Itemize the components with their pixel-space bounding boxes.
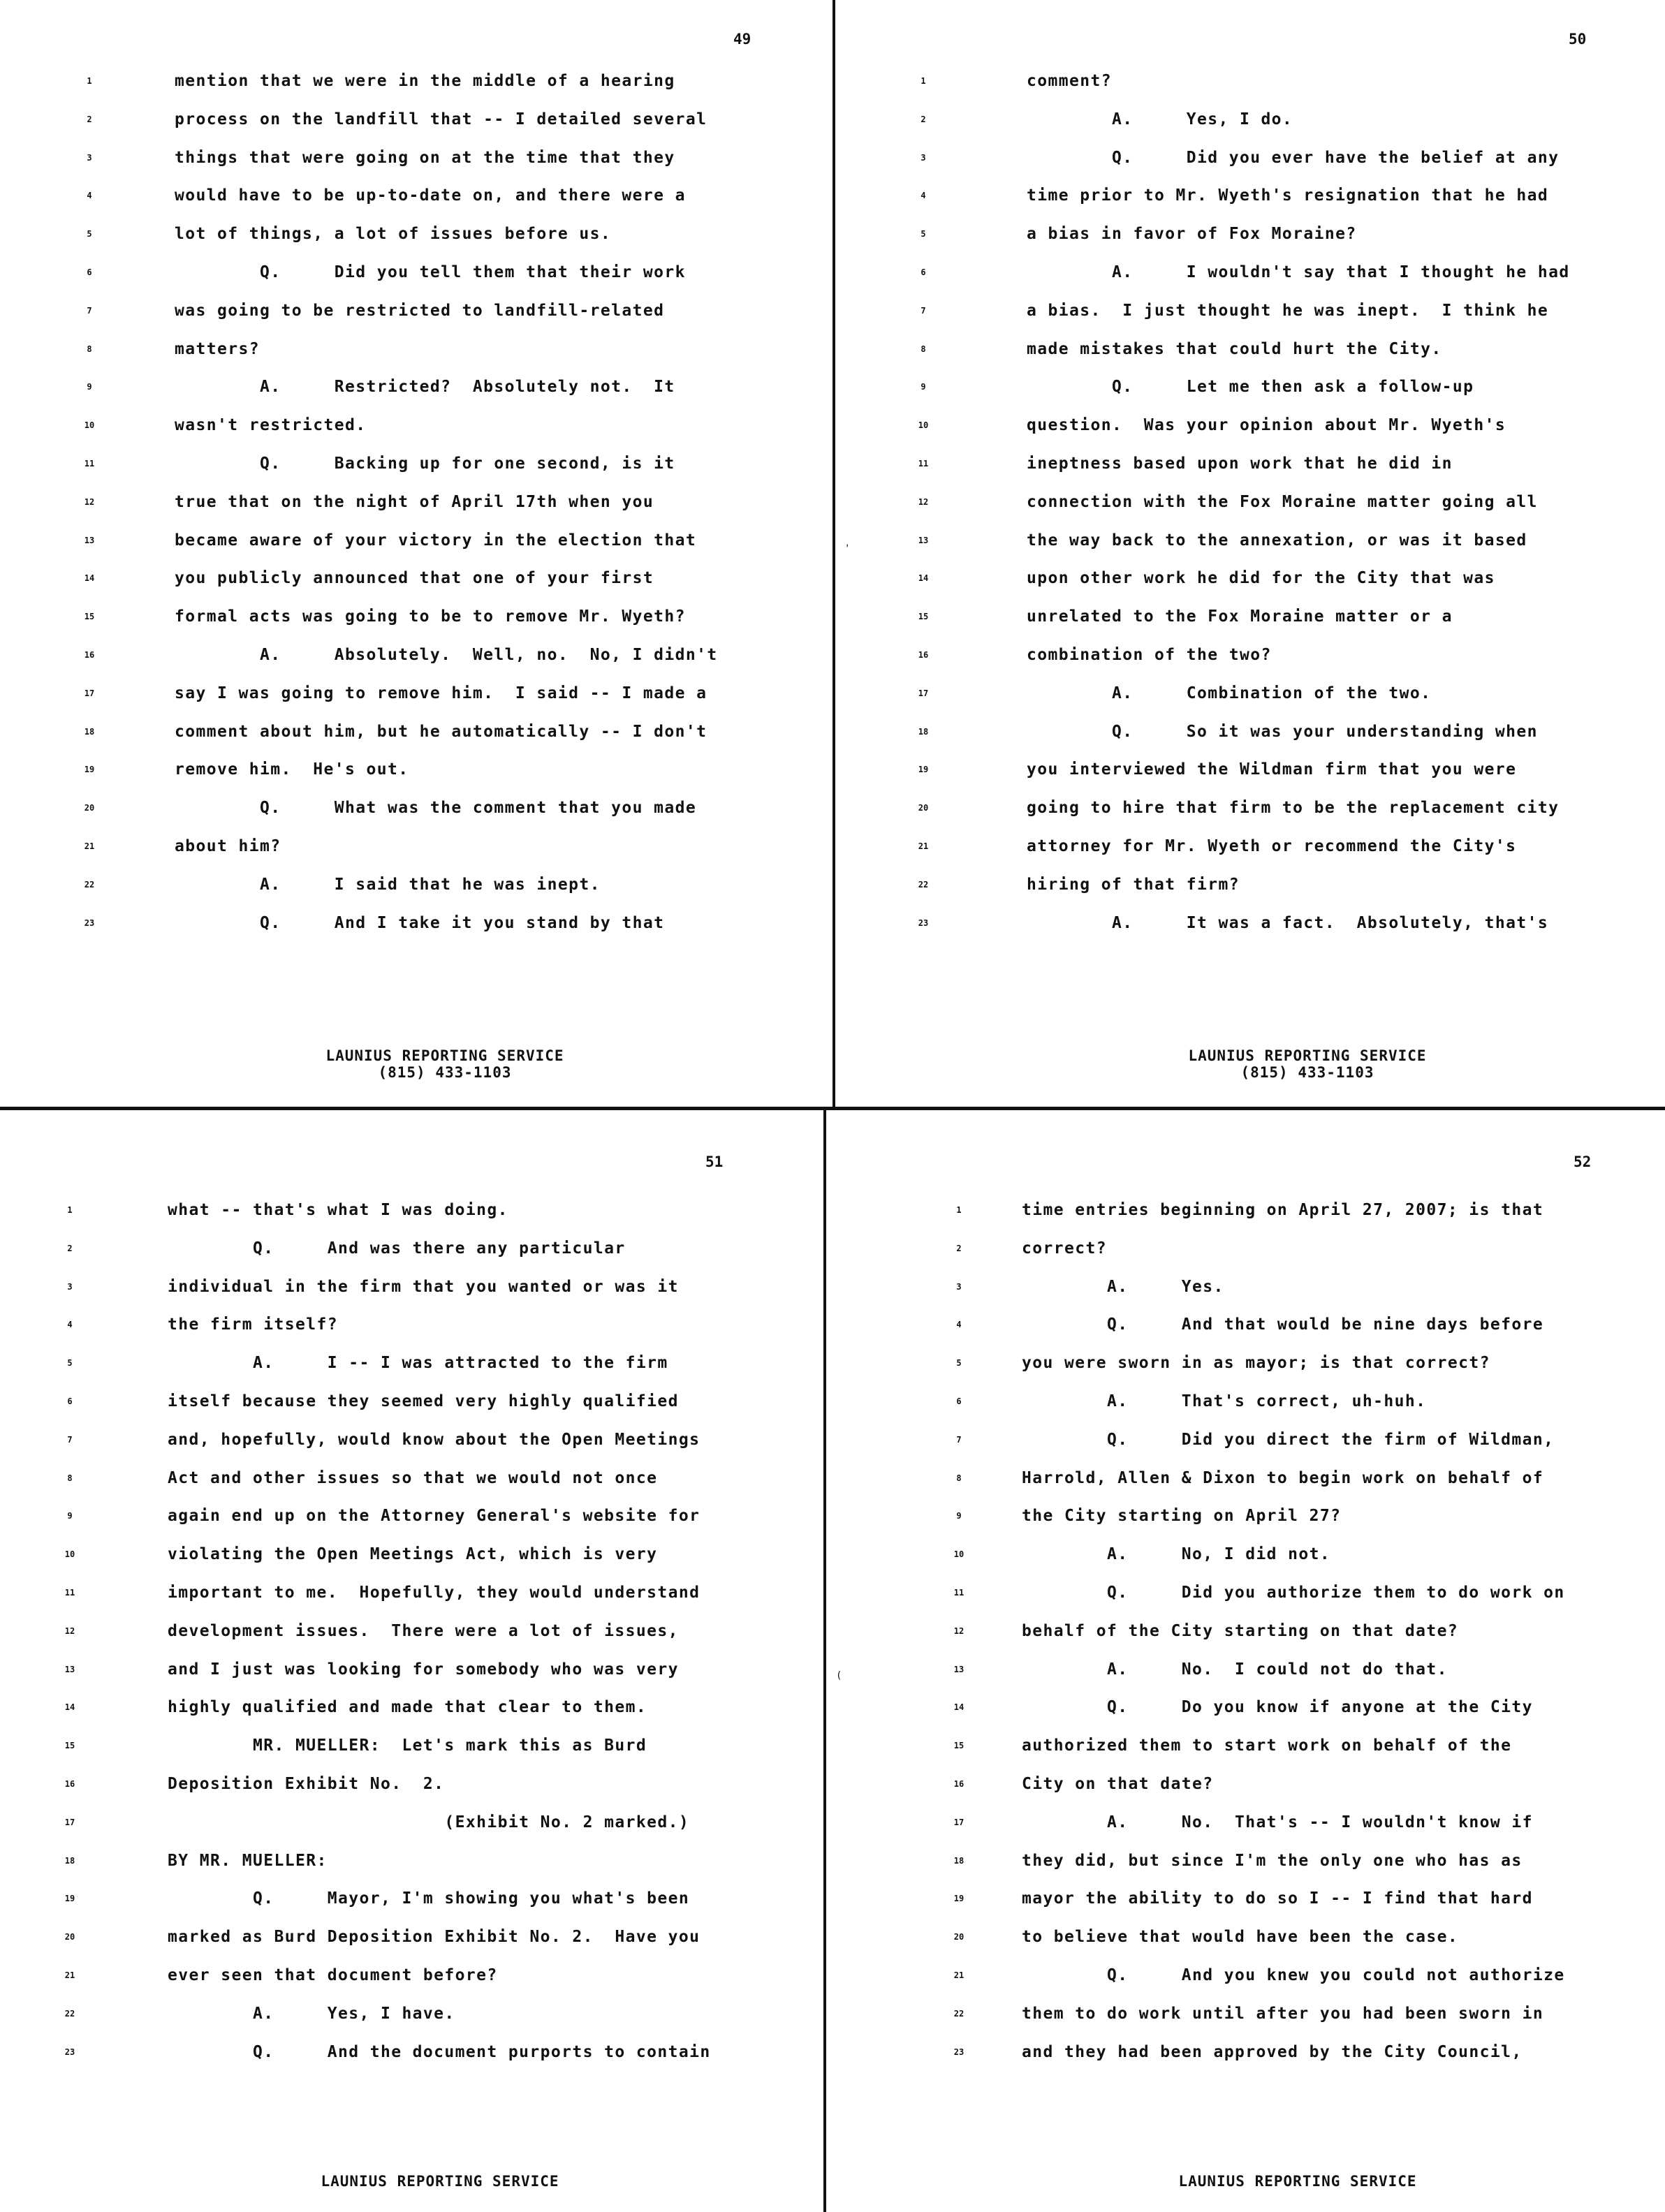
footer-line: LAUNIUS REPORTING SERVICE xyxy=(1188,1047,1427,1064)
line-number: 21 xyxy=(84,841,95,851)
line-number: 7 xyxy=(67,1434,73,1445)
transcript-line: Q. Backing up for one second, is it xyxy=(175,455,675,473)
transcript-line: and, hopefully, would know about the Open Meetings xyxy=(168,1430,701,1449)
line-number: 5 xyxy=(67,1358,73,1369)
transcript-line: important to me. Hopefully, they would understand xyxy=(168,1584,701,1602)
line-number: 12 xyxy=(918,496,929,507)
transcript-line: formal acts was going to be to remove Mr. Wyeth? xyxy=(175,607,686,626)
line-number: 10 xyxy=(953,1549,964,1560)
transcript-line: MR. MUELLER: Let's mark this as Burd xyxy=(168,1737,647,1755)
transcript-page xyxy=(0,0,831,1107)
line-number: 4 xyxy=(956,1320,962,1330)
transcript-line: Q. So it was your understanding when xyxy=(1027,722,1538,741)
footer-line: LAUNIUS REPORTING SERVICE xyxy=(325,1047,564,1064)
line-number: 19 xyxy=(953,1894,964,1904)
transcript-line: made mistakes that could hurt the City. xyxy=(1027,339,1442,358)
line-number: 14 xyxy=(953,1702,964,1713)
line-number: 19 xyxy=(84,765,95,775)
line-number: 12 xyxy=(953,1625,964,1636)
transcript-line: highly qualified and made that clear to them. xyxy=(168,1698,647,1717)
line-number: 3 xyxy=(67,1281,73,1292)
transcript-line: Q. And that would be nine days before xyxy=(1022,1315,1544,1334)
transcript-line: comment about him, but he automatically -- I don't xyxy=(175,722,707,741)
line-number: 9 xyxy=(956,1511,962,1521)
transcript-line: A. Yes, I do. xyxy=(1027,110,1293,128)
line-number: 22 xyxy=(84,879,95,890)
transcript-line: behalf of the City starting on that date? xyxy=(1022,1621,1459,1640)
line-number: 18 xyxy=(918,726,929,737)
transcript-line: the City starting on April 27? xyxy=(1022,1507,1342,1526)
line-number: 23 xyxy=(953,2047,964,2057)
line-number: 1 xyxy=(67,1205,73,1215)
transcript-line: you publicly announced that one of your first xyxy=(175,569,654,588)
line-number: 2 xyxy=(956,1243,962,1253)
transcript-line: A. Absolutely. Well, no. No, I didn't xyxy=(175,646,718,664)
line-number: 4 xyxy=(87,191,92,201)
transcript-line: correct? xyxy=(1022,1239,1107,1258)
line-number: 9 xyxy=(67,1511,73,1521)
transcript-line: (Exhibit No. 2 marked.) xyxy=(168,1813,690,1831)
transcript-line: would have to be up-to-date on, and there were a xyxy=(175,186,686,205)
transcript-line: unrelated to the Fox Moraine matter or a xyxy=(1027,607,1453,626)
transcript-line: going to hire that firm to be the replacement city xyxy=(1027,799,1560,818)
transcript-line: Q. Mayor, I'm showing you what's been xyxy=(168,1889,690,1908)
line-number: 6 xyxy=(956,1396,962,1406)
line-number: 9 xyxy=(87,382,92,392)
transcript-line: A. Restricted? Absolutely not. It xyxy=(175,378,675,397)
page-number: 49 xyxy=(733,31,751,47)
transcript-line: A. That's correct, uh-huh. xyxy=(1022,1392,1427,1410)
line-number: 13 xyxy=(918,535,929,545)
line-number: 15 xyxy=(953,1741,964,1751)
line-number: 17 xyxy=(84,688,95,698)
transcript-line: question. Was your opinion about Mr. Wyeth's xyxy=(1027,416,1506,435)
line-number: 5 xyxy=(87,229,92,239)
page-number: 51 xyxy=(705,1153,724,1170)
footer-line: (815) 433-1103 xyxy=(378,1064,512,1081)
line-number: 22 xyxy=(918,879,929,890)
line-number: 10 xyxy=(64,1549,75,1560)
transcript-line: itself because they seemed very highly qualified xyxy=(168,1392,679,1410)
transcript-line: violating the Open Meetings Act, which is very xyxy=(168,1545,658,1564)
transcript-line: City on that date? xyxy=(1022,1775,1214,1793)
page-footer xyxy=(305,1047,585,1081)
line-number: 16 xyxy=(918,650,929,660)
transcript-line: A. I -- I was attracted to the firm xyxy=(168,1354,668,1373)
transcript-line: and they had been approved by the City Council, xyxy=(1022,2042,1523,2061)
transcript-line: A. I said that he was inept. xyxy=(175,875,601,894)
line-number: 20 xyxy=(953,1932,964,1942)
line-number: 12 xyxy=(84,496,95,507)
line-number: 12 xyxy=(64,1625,75,1636)
line-number: 10 xyxy=(918,420,929,431)
line-number: 15 xyxy=(84,612,95,622)
transcript-line: mention that we were in the middle of a hearing xyxy=(175,72,675,90)
line-number: 3 xyxy=(920,152,926,163)
line-number: 8 xyxy=(87,344,92,354)
transcript-line: upon other work he did for the City that was xyxy=(1027,569,1495,588)
line-number: 16 xyxy=(64,1779,75,1789)
transcript-line: attorney for Mr. Wyeth or recommend the City's xyxy=(1027,837,1517,855)
line-number: 14 xyxy=(64,1702,75,1713)
transcript-line: Q. Let me then ask a follow-up xyxy=(1027,378,1474,397)
transcript-line: A. Yes, I have. xyxy=(168,2004,455,2023)
transcript-line: and I just was looking for somebody who was very xyxy=(168,1660,679,1679)
line-number: 15 xyxy=(918,612,929,622)
transcript-line: A. Combination of the two. xyxy=(1027,684,1432,702)
transcript-line: you were sworn in as mayor; is that correct? xyxy=(1022,1354,1490,1373)
transcript-line: Deposition Exhibit No. 2. xyxy=(168,1775,445,1793)
transcript-line: process on the landfill that -- I detailed several xyxy=(175,110,707,128)
transcript-line: Q. And you knew you could not authorize xyxy=(1022,1966,1565,1984)
transcript-line: Q. Did you tell them that their work xyxy=(175,263,686,281)
line-number: 8 xyxy=(956,1473,962,1483)
line-number: 1 xyxy=(87,76,92,86)
transcript-line: mayor the ability to do so I -- I find that hard xyxy=(1022,1889,1533,1908)
line-number: 1 xyxy=(920,76,926,86)
line-number: 3 xyxy=(87,152,92,163)
transcript-line: individual in the firm that you wanted or was it xyxy=(168,1277,679,1296)
transcript-line: A. Yes. xyxy=(1022,1277,1224,1296)
page-number: 50 xyxy=(1569,31,1587,47)
line-number: 17 xyxy=(64,1817,75,1827)
line-number: 6 xyxy=(87,267,92,277)
footer-line: (815) 433-1103 xyxy=(1240,1064,1374,1081)
transcript-line: hiring of that firm? xyxy=(1027,875,1240,894)
transcript-line: BY MR. MUELLER: xyxy=(168,1851,328,1870)
transcript-line: Act and other issues so that we would not once xyxy=(168,1468,658,1487)
page-number: 52 xyxy=(1574,1153,1592,1170)
line-number: 16 xyxy=(953,1779,964,1789)
transcript-line: remove him. He's out. xyxy=(175,760,409,779)
line-number: 20 xyxy=(918,803,929,813)
line-number: 11 xyxy=(953,1588,964,1598)
line-number: 22 xyxy=(64,2008,75,2019)
transcript-line: a bias in favor of Fox Moraine? xyxy=(1027,225,1357,244)
transcript-line: them to do work until after you had been sworn in xyxy=(1022,2004,1544,2023)
line-number: 21 xyxy=(64,1970,75,1980)
transcript-line: Harrold, Allen & Dixon to begin work on behalf of xyxy=(1022,1468,1544,1487)
transcript-line: A. No. That's -- I wouldn't know if xyxy=(1022,1813,1533,1831)
transcript-line: they did, but since I'm the only one who has as xyxy=(1022,1851,1523,1870)
line-number: 2 xyxy=(67,1243,73,1253)
transcript-line: ever seen that document before? xyxy=(168,1966,498,1984)
line-number: 23 xyxy=(64,2047,75,2057)
transcript-line: lot of things, a lot of issues before us. xyxy=(175,225,612,244)
transcript-page xyxy=(0,1110,831,2212)
line-number: 9 xyxy=(920,382,926,392)
transcript-line: authorized them to start work on behalf of the xyxy=(1022,1737,1512,1755)
line-number: 8 xyxy=(67,1473,73,1483)
transcript-line: became aware of your victory in the election that xyxy=(175,531,697,550)
page-footer xyxy=(300,2173,580,2190)
transcript-line: Q. Did you direct the firm of Wildman, xyxy=(1022,1430,1555,1449)
transcript-line: Q. Do you know if anyone at the City xyxy=(1022,1698,1533,1717)
line-number: 7 xyxy=(956,1434,962,1445)
line-number: 13 xyxy=(64,1664,75,1674)
line-number: 7 xyxy=(920,305,926,316)
line-number: 8 xyxy=(920,344,926,354)
transcript-line: A. It was a fact. Absolutely, that's xyxy=(1027,913,1549,932)
scan-mark: ' xyxy=(844,543,851,554)
transcript-line: time entries beginning on April 27, 2007; is that xyxy=(1022,1201,1544,1219)
transcript-line: you interviewed the Wildman firm that you were xyxy=(1027,760,1517,779)
line-number: 2 xyxy=(920,114,926,124)
transcript-line: what -- that's what I was doing. xyxy=(168,1201,508,1219)
transcript-line: Q. And was there any particular xyxy=(168,1239,626,1258)
transcript-line: say I was going to remove him. I said -- I made a xyxy=(175,684,707,702)
line-number: 16 xyxy=(84,650,95,660)
scan-mark: ( xyxy=(836,1670,842,1681)
transcript-line: matters? xyxy=(175,339,260,358)
transcript-line: time prior to Mr. Wyeth's resignation that he had xyxy=(1027,186,1549,205)
line-number: 21 xyxy=(953,1970,964,1980)
line-number: 4 xyxy=(920,191,926,201)
transcript-line: connection with the Fox Moraine matter going all xyxy=(1027,492,1538,511)
line-number: 19 xyxy=(64,1894,75,1904)
transcript-line: Q. And I take it you stand by that xyxy=(175,913,665,932)
line-number: 19 xyxy=(918,765,929,775)
line-number: 20 xyxy=(84,803,95,813)
line-number: 14 xyxy=(84,573,95,584)
transcript-line: things that were going on at the time that they xyxy=(175,148,675,167)
transcript-line: Q. And the document purports to contain xyxy=(168,2042,711,2061)
line-number: 11 xyxy=(64,1588,75,1598)
transcript-line: ineptness based upon work that he did in xyxy=(1027,455,1453,473)
transcript-line: true that on the night of April 17th when you xyxy=(175,492,654,511)
line-number: 23 xyxy=(84,917,95,928)
line-number: 17 xyxy=(953,1817,964,1827)
line-number: 13 xyxy=(84,535,95,545)
line-number: 11 xyxy=(918,459,929,469)
transcript-line: combination of the two? xyxy=(1027,646,1272,664)
line-number: 1 xyxy=(956,1205,962,1215)
line-number: 5 xyxy=(920,229,926,239)
transcript-line: the way back to the annexation, or was it based xyxy=(1027,531,1527,550)
line-number: 15 xyxy=(64,1741,75,1751)
footer-line: LAUNIUS REPORTING SERVICE xyxy=(321,2173,559,2190)
transcript-line: Q. What was the comment that you made xyxy=(175,799,697,818)
line-number: 23 xyxy=(918,917,929,928)
line-number: 10 xyxy=(84,420,95,431)
line-number: 6 xyxy=(67,1396,73,1406)
transcript-line: again end up on the Attorney General's website for xyxy=(168,1507,701,1526)
transcript-line: to believe that would have been the case. xyxy=(1022,1928,1459,1947)
line-number: 3 xyxy=(956,1281,962,1292)
line-number: 21 xyxy=(918,841,929,851)
line-number: 22 xyxy=(953,2008,964,2019)
transcript-line: comment? xyxy=(1027,72,1112,90)
transcript-line: the firm itself? xyxy=(168,1315,338,1334)
line-number: 11 xyxy=(84,459,95,469)
line-number: 20 xyxy=(64,1932,75,1942)
transcript-line: marked as Burd Deposition Exhibit No. 2. Have you xyxy=(168,1928,701,1947)
transcript-line: Q. Did you authorize them to do work on xyxy=(1022,1584,1565,1602)
transcript-line: a bias. I just thought he was inept. I think he xyxy=(1027,301,1549,320)
transcript-page xyxy=(833,0,1664,1107)
line-number: 7 xyxy=(87,305,92,316)
transcript-line: wasn't restricted. xyxy=(175,416,367,435)
transcript-line: about him? xyxy=(175,837,281,855)
line-number: 5 xyxy=(956,1358,962,1369)
transcript-page xyxy=(826,1110,1657,2212)
line-number: 18 xyxy=(64,1855,75,1866)
transcript-line: development issues. There were a lot of issues, xyxy=(168,1621,679,1640)
transcript-line: A. No, I did not. xyxy=(1022,1545,1331,1564)
transcript-line: was going to be restricted to landfill-related xyxy=(175,301,665,320)
line-number: 14 xyxy=(918,573,929,584)
line-number: 18 xyxy=(84,726,95,737)
line-number: 13 xyxy=(953,1664,964,1674)
footer-line: LAUNIUS REPORTING SERVICE xyxy=(1178,2173,1417,2190)
transcript-line: Q. Did you ever have the belief at any xyxy=(1027,148,1560,167)
line-number: 6 xyxy=(920,267,926,277)
page-footer xyxy=(1158,2173,1437,2190)
line-number: 2 xyxy=(87,114,92,124)
line-number: 17 xyxy=(918,688,929,698)
transcript-line: A. I wouldn't say that I thought he had xyxy=(1027,263,1570,281)
transcript-line: A. No. I could not do that. xyxy=(1022,1660,1448,1679)
line-number: 4 xyxy=(67,1320,73,1330)
page-footer xyxy=(1168,1047,1447,1081)
line-number: 18 xyxy=(953,1855,964,1866)
